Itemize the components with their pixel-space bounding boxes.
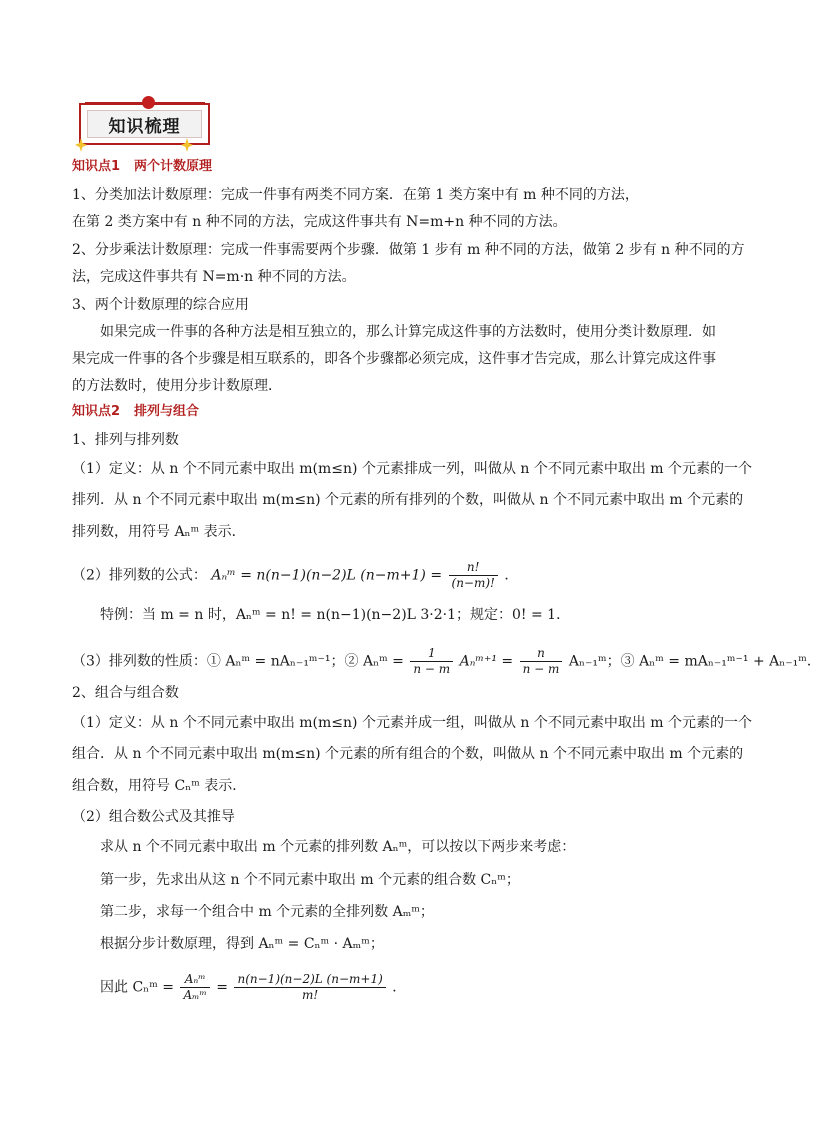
- comb-formula-equals: =: [216, 979, 229, 996]
- kp2-comb-def-2: 组合．从 n 个不同元素中取出 m(m≤n) 个元素的所有组合的个数，叫做从 n 个不同元素中取出 m 个元素的: [72, 746, 744, 762]
- kp2-subtitle-1: 1、排列与排列数: [72, 432, 179, 448]
- star-icon: [75, 138, 87, 152]
- fraction-numerator: 1: [410, 646, 453, 662]
- fraction-numerator: n!: [449, 560, 498, 576]
- kp2-perm-properties: [72, 646, 821, 677]
- kp2-perm-def-2: 排列．从 n 个不同元素中取出 m(m≤n) 个元素的所有排列的个数，叫做从 n 个不同元素中取出 m 个元素的: [72, 492, 744, 508]
- comb-formula-prefix: 因此 Cₙᵐ =: [100, 979, 174, 996]
- fraction-numerator: n: [520, 646, 563, 662]
- perm-prop-mid: Aₙᵐ⁺¹ =: [459, 653, 514, 670]
- kp1-line-2: 在第 2 类方案中有 n 种不同的方法，完成这件事共有 N=m+n 种不同的方法。: [72, 214, 567, 230]
- kp1-line-5: 3、两个计数原理的综合应用: [72, 297, 249, 313]
- kp2-comb-step-intro: 求从 n 个不同元素中取出 m 个元素的排列数 Aₙᵐ，可以按以下两步来考虑：: [100, 839, 576, 855]
- perm-formula-expr: Aₙᵐ = n(n−1)(n−2)L (n−m+1) =: [211, 567, 443, 584]
- kp1-line-8: 的方法数时，使用分步计数原理．: [72, 378, 282, 394]
- kp2-perm-formula: [72, 560, 518, 591]
- fraction-denominator: n − m: [522, 662, 560, 676]
- kp1-line-7: 果完成一件事的各个步骤是相互联系的，即各个步骤都必须完成，这件事才告完成，那么计算完成这件事: [72, 351, 716, 367]
- star-icon: [181, 138, 193, 152]
- fraction-denominator: Aₘᵐ: [183, 988, 207, 1002]
- comb-formula-end: ．: [392, 979, 407, 996]
- kp2-subtitle-2: 2、组合与组合数: [72, 685, 179, 701]
- kp2-perm-def-3: 排列数，用符号 Aₙᵐ 表示．: [72, 524, 246, 540]
- comb-formula-fraction-1: [180, 972, 209, 1003]
- kp1-line-6: 如果完成一件事的各种方法是相互独立的，那么计算完成这件事的方法数时，使用分类计数原理．如: [100, 324, 716, 340]
- perm-formula-prefix: （2）排列数的公式：: [72, 567, 207, 584]
- perm-formula-fraction: [449, 560, 498, 591]
- perm-formula-end: ．: [504, 567, 519, 584]
- kp1-number: 知识点1: [72, 159, 121, 174]
- kp2-perm-def-1: （1）定义：从 n 个不同元素中取出 m(m≤n) 个元素排成一列，叫做从 n 个不同元素中取出 m 个元素的一个: [72, 461, 753, 477]
- kp2-comb-step-2: 第二步，求每一个组合中 m 个元素的全排列数 Aₘᵐ；: [100, 904, 434, 920]
- fraction-denominator: n − m: [413, 662, 451, 676]
- kp2-perm-special: 特例：当 m = n 时，Aₙᵐ = n! = n(n−1)(n−2)L 3·2·1；规定：0! = 1．: [100, 607, 571, 623]
- badge-label: 知识梳理: [87, 110, 202, 138]
- kp2-title: 排列与组合: [134, 404, 200, 419]
- perm-prop-fraction-1: [410, 646, 453, 677]
- kp2-comb-formula: [100, 972, 406, 1003]
- kp2-comb-step-3: 根据分步计数原理，得到 Aₙᵐ = Cₙᵐ · Aₘᵐ；: [100, 936, 384, 952]
- kp1-line-3: 2、分步乘法计数原理：完成一件事需要两个步骤．做第 1 步有 m 种不同的方法，做第 2 步有 n 种不同的方: [72, 242, 745, 258]
- perm-prop-fraction-2: [520, 646, 563, 677]
- kp1-heading: [72, 157, 212, 177]
- fraction-denominator: (n−m)!: [451, 576, 495, 590]
- kp1-line-1: 1、分类加法计数原理：完成一件事有两类不同方案．在第 1 类方案中有 m 种不同的方法，: [72, 187, 639, 203]
- perm-prop-end: Aₙ₋₁ᵐ；③ Aₙᵐ = mAₙ₋₁ᵐ⁻¹ + Aₙ₋₁ᵐ．: [568, 653, 821, 670]
- kp2-number: 知识点2: [72, 404, 121, 419]
- kp2-comb-def-1: （1）定义：从 n 个不同元素中取出 m(m≤n) 个元素并成一组，叫做从 n 个不同元素中取出 m 个元素的一个: [72, 715, 753, 731]
- kp2-comb-step-1: 第一步，先求出从这 n 个不同元素中取出 m 个元素的组合数 Cₙᵐ；: [100, 872, 520, 888]
- pin-icon: [142, 96, 155, 109]
- kp2-comb-formula-title: （2）组合数公式及其推导: [72, 809, 235, 825]
- perm-prop-prefix: （3）排列数的性质：① Aₙᵐ = nAₙ₋₁ᵐ⁻¹；② Aₙᵐ =: [72, 653, 404, 670]
- fraction-numerator: Aₙᵐ: [180, 972, 209, 988]
- fraction-numerator: n(n−1)(n−2)L (n−m+1): [234, 972, 385, 988]
- fraction-denominator: m!: [302, 988, 319, 1002]
- kp1-line-4: 法，完成这件事共有 N=m·n 种不同的方法。: [72, 269, 356, 285]
- comb-formula-fraction-2: [234, 972, 385, 1003]
- kp2-heading: [72, 402, 199, 422]
- kp2-comb-def-3: 组合数，用符号 Cₙᵐ 表示．: [72, 778, 247, 794]
- kp1-title: 两个计数原理: [134, 159, 213, 174]
